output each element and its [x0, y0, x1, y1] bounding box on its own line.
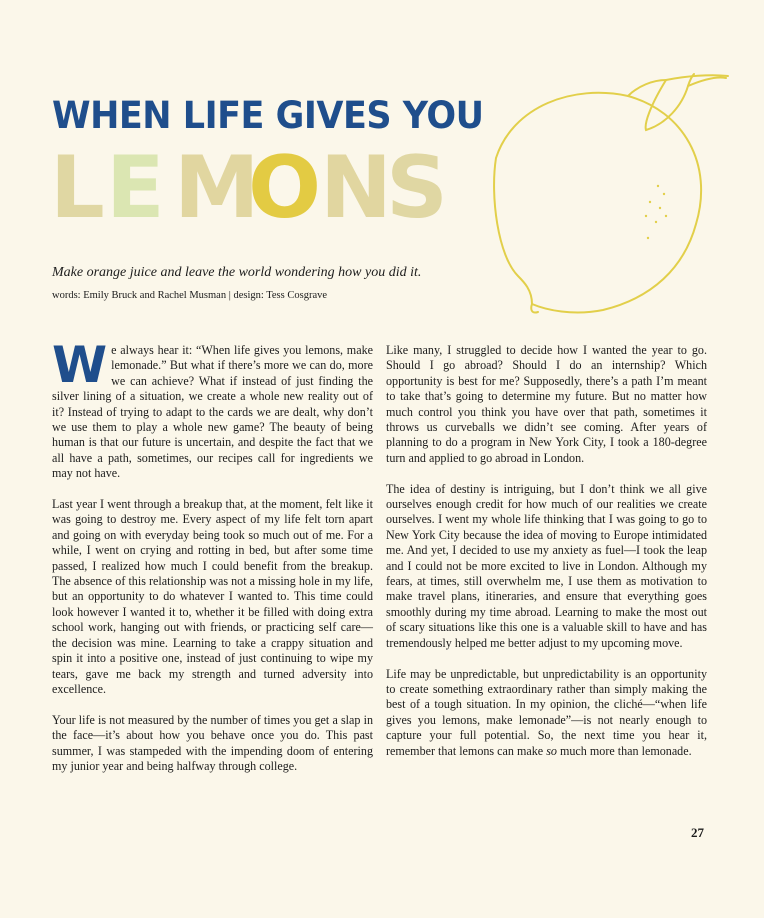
emphasis: so: [546, 743, 557, 758]
paragraph: [386, 667, 707, 759]
paragraph: Last year I went through a breakup that, at the moment, felt like it was going to destroy me. Every aspect of my life felt torn apart and going on with everyday being took so much out of me. For a while, I went on crying and rotting in bed, but after some time passed, I realized how much I could benefit from the breakup. The absence of this relationship was not a missing hole in my life, but an opportunity to do whatever I wanted to. This time could look however I wanted it to, whether it be filled with doing extra school work, hanging out with friends, or practicing self care—the decision was mine. Learning to take a crappy situation and spin it into a positive one, instead of just continuing to wipe my tears, gave me back my strength and turned adversity into excellence.: [52, 497, 373, 696]
lemons-letter-n: N: [320, 138, 392, 238]
subtitle: Make orange juice and leave the world wondering how you did it.: [52, 265, 422, 280]
lemon-illustration-icon: [488, 66, 738, 316]
right-column: [386, 343, 707, 774]
left-column: [52, 336, 373, 790]
paragraph-text: e always hear it: “When life gives you lemons, make lemonade.” But what if there’s more we can do, more we can achieve? What if instead of just finding the silver lining of a situation, we create a whole new reality out of it? Instead of trying to adapt to the cards we are dealt, why don’t we use them to play a whole new game? The beauty of being human is that our future is uncertain, and despite the fact that we all have a path, sometimes, our recipes call for ingredients we may not have.: [52, 343, 373, 481]
paragraph-text: much more than lemonade.: [556, 743, 692, 758]
paragraph: [52, 336, 373, 482]
paragraph: Your life is not measured by the number of times you get a slap in the face—it’s about how you behave once you do. This past summer, I was stampeded with the impending doom of entering my junior year and being halfway through college.: [52, 712, 373, 773]
paragraph-text: Life may be unpredictable, but unpredictability is an opportunity to create something extraordinary rather than simply making the best of a tough situation. In my opinion, the cliché—“when life gives you lemons, make lemonade”—is not nearly enough to capture your full potential. So, the next time you hear it, remember that lemons can make: [386, 666, 707, 758]
paragraph: The idea of destiny is intriguing, but I don’t think we all give ourselves enough credit for how much of our realities we create ourselves. I went my whole life thinking that I was going to go to New York City because the idea of moving to Europe intimidated me. And yet, I decided to use my anxiety as fuel—I took the leap and I could not be more excited to live in London. Although my fears, at times, still overwhelm me, I use them as motivation to make travel plans, itineraries, and ensure that everything goes smoothly during my time abroad. Learning to make the most out of scary situations like this one is a valuable skill to have and has tremendously helped me better adjust to my upcoming move.: [386, 481, 707, 650]
lemons-letter-o: O: [248, 138, 322, 238]
lemons-letter-m: M: [174, 138, 260, 238]
lemons-letter-l: L: [50, 138, 105, 238]
page-number: 27: [691, 825, 704, 840]
lemons-letter-e: E: [106, 138, 165, 238]
credits: words: Emily Bruck and Rachel Musman | design: Tess Cosgrave: [52, 290, 328, 301]
headline: WHEN LIFE GIVES YOU: [52, 94, 484, 138]
lemons-letter-s: S: [386, 138, 448, 238]
paragraph: Like many, I struggled to decide how I wanted the year to go. Should I go abroad? Should I do an internship? Which opportunity is best for me? Supposedly, there’s a path I’m meant to take that’s going to determine my future. But no matter how much control you think you have over that path, sometimes it throws us curveballs we didn’t see coming. After years of planning to do a program in New York City, I took a 180-degree turn and applied to go abroad in London.: [386, 343, 707, 465]
drop-cap: W: [52, 336, 108, 394]
